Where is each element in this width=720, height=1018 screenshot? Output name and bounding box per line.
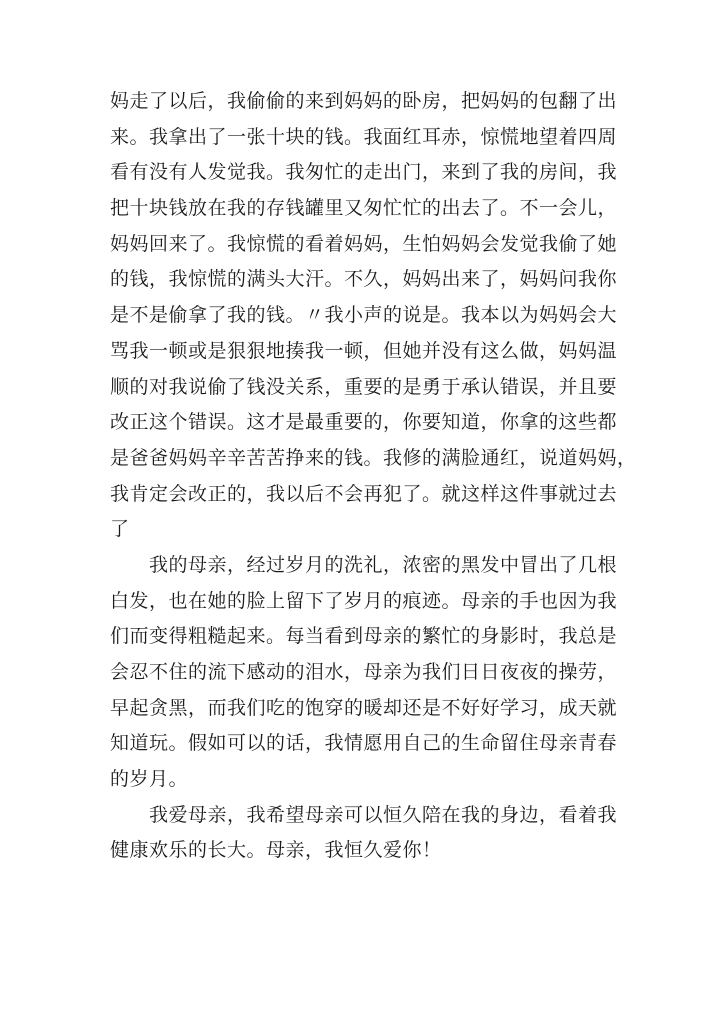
- text-line: 白发，也在她的脸上留下了岁月的痕迹。母亲的手也因为我: [110, 589, 618, 612]
- text-line: 妈妈回来了。我惊慌的看着妈妈，生怕妈妈会发觉我偷了她: [110, 232, 618, 255]
- paragraph-1: [110, 84, 637, 548]
- text-line: 会忍不住的流下感动的泪水，母亲为我们日日夜夜的操劳，: [110, 661, 618, 683]
- paragraph-2: [110, 548, 618, 798]
- text-line: 是爸爸妈妈辛辛苦苦挣来的钱。我修的满脸通红，说道妈妈，: [110, 446, 637, 469]
- text-line: 早起贪黑，而我们吃的饱穿的暖却还是不好好学习，成天就: [110, 696, 618, 719]
- text-line: 把十块钱放在我的存钱罐里又匆忙忙的出去了。不一会儿，: [110, 197, 618, 220]
- text-line: 骂我一顿或是狠狠地揍我一顿，但她并没有这么做，妈妈温: [110, 339, 618, 362]
- text-line: 来。我拿出了一张十块的钱。我面红耳赤，惊慌地望着四周: [110, 125, 618, 148]
- text-line: 是不是偷拿了我的钱。〃我小声的说是。我本以为妈妈会大: [110, 304, 618, 327]
- text-line: 知道玩。假如可以的话，我情愿用自己的生命留住母亲青春: [110, 732, 618, 755]
- text-line: 了: [110, 518, 130, 541]
- text-line: 看有没有人发觉我。我匆忙的走出门，来到了我的房间，我: [110, 161, 618, 184]
- paragraph-3: [110, 798, 618, 869]
- text-line: 们而变得粗糙起来。每当看到母亲的繁忙的身影时，我总是: [110, 625, 618, 648]
- text-line: 改正这个错误。这才是最重要的，你要知道，你拿的这些都: [110, 411, 618, 434]
- text-line: 妈走了以后，我偷偷的来到妈妈的卧房，把妈妈的包翻了出: [110, 90, 618, 112]
- text-line: 我的母亲，经过岁月的洗礼，浓密的黑发中冒出了几根: [110, 553, 618, 576]
- text-line: 我爱母亲，我希望母亲可以恒久陪在我的身边，看着我: [110, 803, 618, 826]
- text-line: 我肯定会改正的，我以后不会再犯了。就这样这件事就过去: [110, 482, 618, 505]
- text-line: 的岁月。: [110, 768, 189, 791]
- text-line: 健康欢乐的长大。母亲，我恒久爱你！: [110, 839, 442, 862]
- text-line: 顺的对我说偷了钱没关系，重要的是勇于承认错误，并且要: [110, 375, 618, 398]
- text-line: 的钱，我惊慌的满头大汗。不久，妈妈出来了，妈妈问我你: [110, 268, 618, 291]
- document-body: [110, 84, 637, 869]
